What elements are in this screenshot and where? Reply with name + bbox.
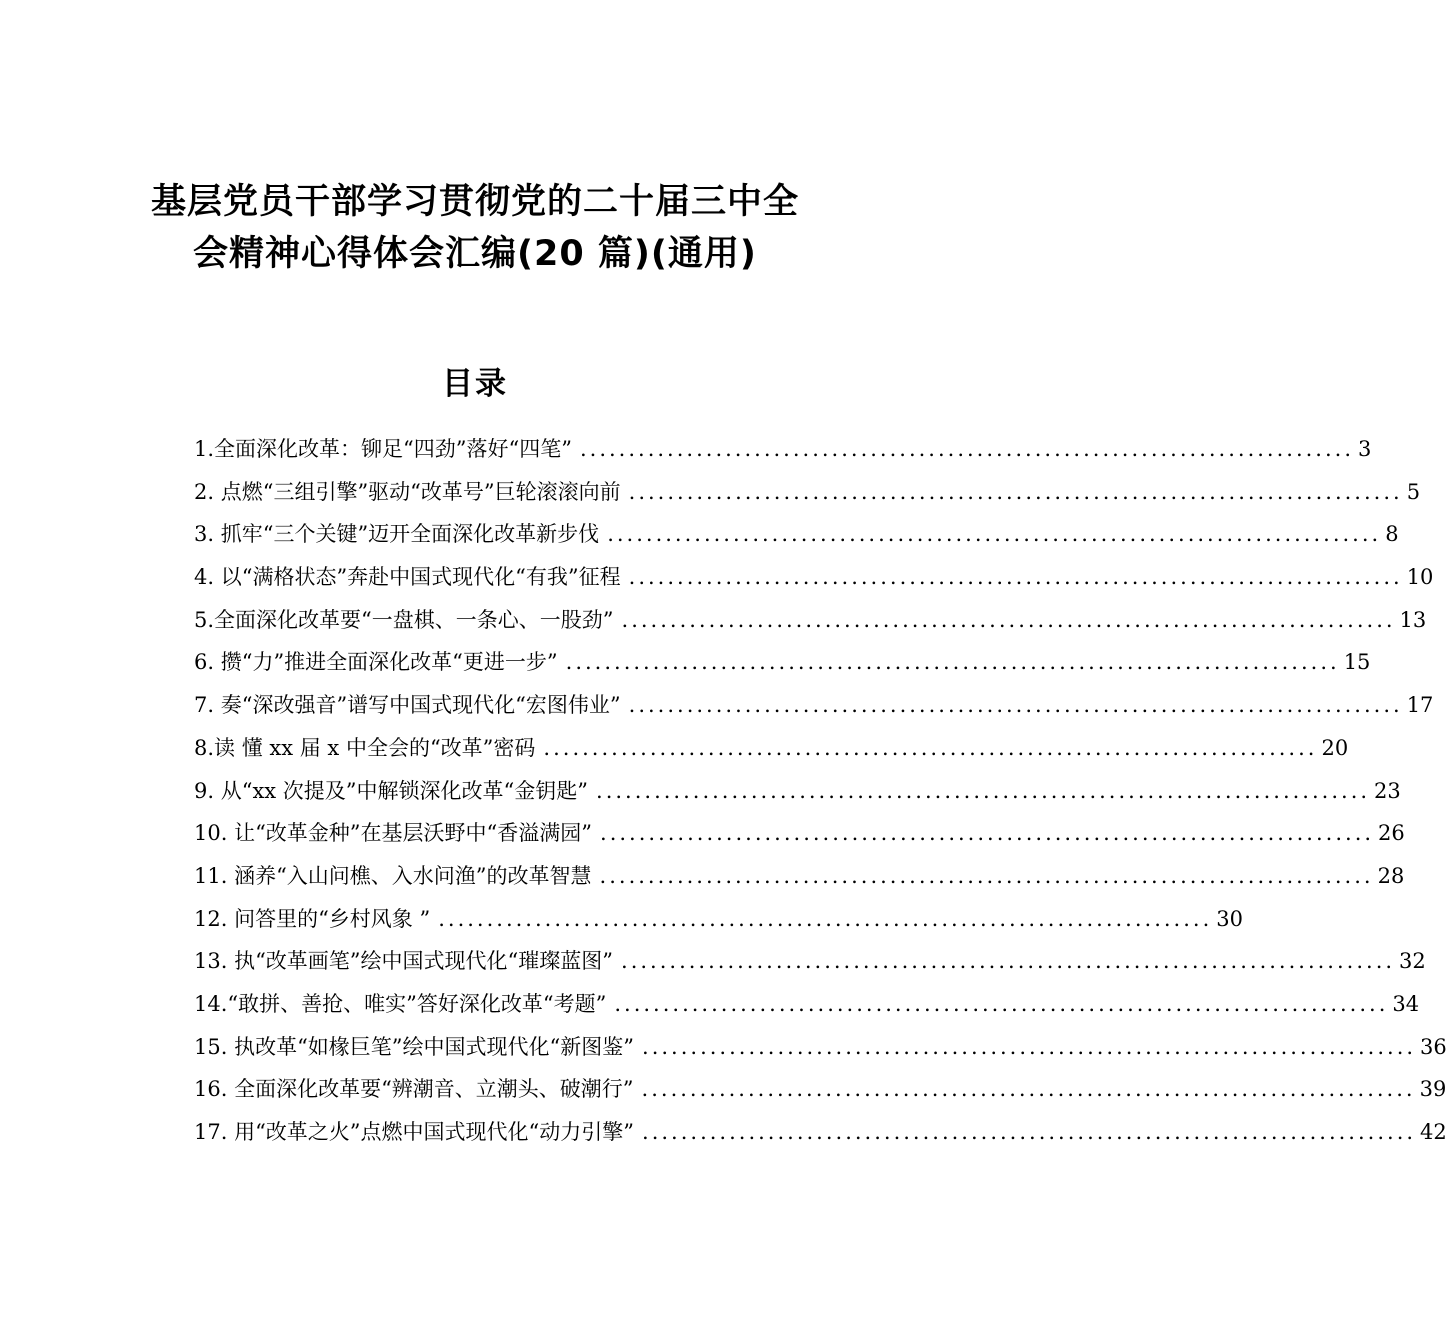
toc-leader-dots: ................................................................................	[596, 778, 1371, 803]
toc-entry-title: 8.读 懂 xx 届 x 中全会的“改革”密码	[194, 735, 536, 760]
toc-entry[interactable]	[194, 556, 1434, 599]
toc-entry[interactable]	[194, 727, 1349, 770]
toc-entry-page: 34	[1392, 991, 1420, 1016]
toc-entry-title: 10. 让“改革金种”在基层沃野中“香溢满园”	[194, 821, 593, 846]
toc-leader-dots: ................................................................................	[642, 1120, 1417, 1144]
toc-leader-dots: ................................................................................	[579, 437, 1355, 461]
toc-entry-title: 4. 以“满格状态”奔赴中国式现代化“有我”征程	[194, 565, 621, 590]
toc-entry-page: 13	[1399, 607, 1427, 632]
toc-entry-page: 3	[1358, 437, 1372, 461]
toc-entry[interactable]	[194, 599, 1427, 642]
toc-entry-page: 5	[1406, 479, 1421, 504]
toc-entry-title: 13. 执“改革画笔”绘中国式现代化“璀璨蓝图”	[194, 949, 614, 974]
toc-leader-dots: ................................................................................	[543, 735, 1318, 760]
toc-entry[interactable]	[194, 471, 1421, 514]
toc-entry-title: 14.“敢拼、善抢、唯实”答好深化改革“考题”	[194, 991, 607, 1016]
toc-entry[interactable]	[194, 770, 1401, 813]
toc-entry-title: 12. 问答里的“乡村风象 ”	[194, 906, 431, 931]
toc-leader-dots: ................................................................................	[628, 693, 1403, 718]
document-title-line-1: 基层党员干部学习贯彻党的二十届三中全	[150, 182, 799, 222]
toc-entry-page: 17	[1406, 693, 1434, 718]
toc-entry-page: 23	[1374, 778, 1401, 803]
toc-entry[interactable]	[194, 1111, 1447, 1154]
toc-leader-dots: ................................................................................	[438, 906, 1213, 931]
toc-leader-dots: ................................................................................	[565, 650, 1340, 675]
toc-entry-page: 39	[1419, 1077, 1447, 1102]
toc-entry-page: 15	[1343, 650, 1371, 675]
toc-leader-dots: ................................................................................	[628, 479, 1403, 504]
toc-entry[interactable]	[194, 513, 1399, 556]
toc-entry-title: 16. 全面深化改革要“辨潮音、立潮头、破潮行”	[194, 1077, 634, 1102]
toc-entry[interactable]	[194, 1026, 1447, 1069]
toc-leader-dots: ................................................................................	[600, 821, 1375, 846]
toc-leader-dots: ................................................................................	[628, 565, 1403, 590]
toc-entry-page: 28	[1377, 863, 1405, 888]
toc-entry[interactable]	[194, 812, 1405, 855]
toc-leader-dots: ................................................................................	[621, 607, 1396, 632]
toc-leader-dots: ................................................................................	[621, 949, 1396, 974]
toc-entry[interactable]	[194, 855, 1405, 898]
document-title-line-2: 会精神心得体会汇编(20 篇)(通用)	[193, 234, 757, 274]
toc-entry[interactable]	[194, 898, 1243, 941]
toc-entry-page: 26	[1378, 821, 1405, 846]
toc-entry-title: 9. 从“xx 次提及”中解锁深化改革“金钥匙”	[194, 778, 589, 803]
toc-entry-page: 42	[1420, 1120, 1447, 1144]
toc-list	[194, 428, 1447, 1154]
toc-entry[interactable]	[194, 940, 1426, 983]
toc-entry[interactable]	[194, 1068, 1447, 1111]
toc-entry[interactable]	[194, 641, 1371, 684]
toc-entry-title: 7. 奏“深改强音”谱写中国式现代化“宏图伟业”	[194, 693, 621, 718]
toc-entry-page: 36	[1420, 1034, 1447, 1059]
toc-heading: 目录	[442, 366, 508, 402]
toc-entry-title: 15. 执改革“如椽巨笔”绘中国式现代化“新图鉴”	[194, 1034, 635, 1059]
toc-leader-dots: ................................................................................	[614, 991, 1389, 1016]
toc-leader-dots: ................................................................................	[642, 1034, 1417, 1059]
toc-entry-title: 2. 点燃“三组引擎”驱动“改革号”巨轮滚滚向前	[194, 479, 621, 504]
toc-entry[interactable]	[194, 684, 1434, 727]
toc-leader-dots: ................................................................................	[607, 522, 1382, 547]
toc-leader-dots: ................................................................................	[641, 1077, 1416, 1102]
toc-entry[interactable]	[194, 983, 1420, 1026]
toc-entry-page: 30	[1216, 906, 1243, 931]
toc-entry-title: 11. 涵养“入山问樵、入水问渔”的改革智慧	[194, 863, 592, 888]
toc-entry-page: 10	[1406, 565, 1434, 590]
document-title	[0, 176, 950, 280]
toc-entry-title: 17. 用“改革之火”点燃中国式现代化“动力引擎”	[194, 1120, 635, 1144]
toc-entry-page: 8	[1385, 522, 1399, 547]
toc-entry-page: 20	[1321, 735, 1349, 760]
toc-entry[interactable]	[194, 428, 1372, 471]
toc-entry-title: 3. 抓牢“三个关键”迈开全面深化改革新步伐	[194, 522, 600, 547]
toc-leader-dots: ................................................................................	[599, 863, 1374, 888]
toc-entry-page: 32	[1399, 949, 1426, 974]
toc-entry-title: 5.全面深化改革要“一盘棋、一条心、一股劲”	[194, 607, 614, 632]
toc-entry-title: 1.全面深化改革：铆足“四劲”落好“四笔”	[194, 437, 572, 461]
toc-entry-title: 6. 攒“力”推进全面深化改革“更进一步”	[194, 650, 558, 675]
